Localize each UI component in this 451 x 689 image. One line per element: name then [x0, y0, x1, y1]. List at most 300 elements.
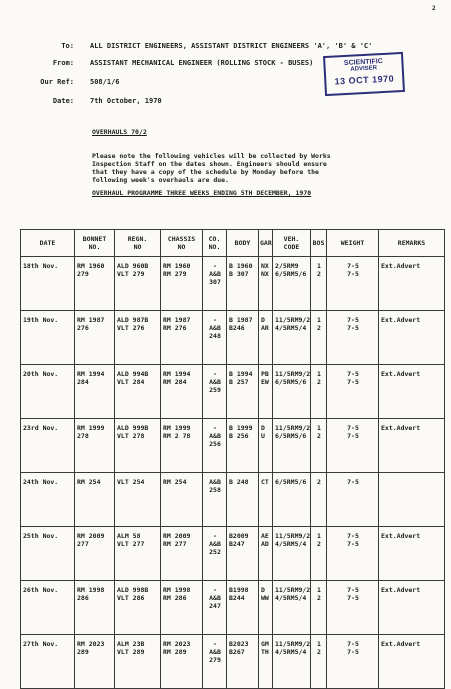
- cell-bos: [311, 635, 327, 689]
- cell-line: A&B: [209, 270, 221, 278]
- cell-gar: [259, 473, 273, 527]
- cell-bos: [311, 311, 327, 365]
- cell-line: 11/5RM9/2: [275, 532, 311, 540]
- cell-weight: [327, 311, 379, 365]
- cell-line: 2: [317, 378, 321, 386]
- cell-line: 7-5: [347, 640, 359, 648]
- cell-body: [227, 365, 259, 419]
- cell-body: [227, 419, 259, 473]
- stamp-line-2: ADVISER: [350, 65, 378, 73]
- cell-line: 2: [317, 432, 321, 440]
- cell-line: 4/5RM5/4: [275, 594, 307, 602]
- cell-chassis-no: [161, 311, 203, 365]
- cell-remarks: [379, 581, 445, 635]
- cell-co-no: [203, 419, 227, 473]
- cell-remarks: [379, 257, 445, 311]
- cell-regn-no: [115, 257, 161, 311]
- column-header-bos: [311, 230, 327, 257]
- cell-veh-code: [273, 635, 311, 689]
- cell-line: RM 284: [163, 378, 187, 386]
- cell-text: Ext.Advert: [381, 370, 421, 378]
- cell-gar: [259, 311, 273, 365]
- cell-line: 4/5RM5/4: [275, 324, 307, 332]
- cell-line: RM 2009: [163, 532, 191, 540]
- cell-line: 258: [209, 486, 221, 494]
- cell-bonnet-no: [75, 311, 115, 365]
- cell-line: B 257: [229, 378, 249, 386]
- cell-date: [21, 365, 75, 419]
- cell-line: 11/5RM9/2: [275, 370, 311, 378]
- cell-line: 279: [209, 656, 221, 664]
- cell-line: 7-5: [347, 586, 359, 594]
- cell-line: 286: [77, 594, 89, 602]
- cell-line: 7-5: [347, 316, 359, 324]
- cell-body: [227, 635, 259, 689]
- cell-line: 11/5RM9/2: [275, 640, 311, 648]
- cell-line: RM 254: [163, 478, 187, 486]
- cell-line: RM 286: [163, 594, 187, 602]
- cell-line: [163, 486, 201, 494]
- cell-line: 7-5: [347, 478, 359, 486]
- cell-bonnet-no: [75, 527, 115, 581]
- table-row: [21, 635, 445, 689]
- cell-remarks: [379, 419, 445, 473]
- cell-date: [21, 581, 75, 635]
- cell-line: 7-5: [347, 532, 359, 540]
- cell-chassis-no: [161, 365, 203, 419]
- cell-line: 7-5: [347, 262, 359, 270]
- column-header-co-no: [203, 230, 227, 257]
- cell-line: A&B: [209, 540, 221, 548]
- cell-line: -: [213, 586, 217, 594]
- cell-line: B 1994: [229, 370, 253, 378]
- cell-text: Ext.Advert: [381, 316, 421, 324]
- header-line-2: NO.: [208, 243, 221, 251]
- cell-line: WW: [261, 594, 269, 602]
- cell-line: RM 1998: [77, 586, 105, 594]
- cell-line: ALM 23B: [117, 640, 145, 648]
- cell-line: A&B: [209, 478, 221, 486]
- header-line-2: NO: [133, 243, 142, 251]
- header-line-1: REGN.: [127, 235, 148, 243]
- overhaul-schedule-table: [20, 229, 445, 689]
- cell-gar: [259, 635, 273, 689]
- cell-weight: [327, 581, 379, 635]
- table-row: [21, 581, 445, 635]
- cell-line: RM 2023: [163, 640, 191, 648]
- cell-co-no: [203, 635, 227, 689]
- body-line-3: that they have a copy of the schedule by Monday before the: [92, 168, 319, 176]
- cell-line: AD: [261, 540, 269, 548]
- cell-line: 4/5RM5/4: [275, 648, 307, 656]
- cell-co-no: [203, 311, 227, 365]
- cell-line: 276: [77, 324, 89, 332]
- column-header-weight: [327, 230, 379, 257]
- cell-chassis-no: [161, 581, 203, 635]
- cell-line: RM 279: [163, 270, 187, 278]
- cell-line: NX: [261, 262, 269, 270]
- cell-line: RM 2023: [77, 640, 105, 648]
- header-line-1: WEIGHT: [340, 239, 365, 247]
- cell-chassis-no: [161, 635, 203, 689]
- cell-regn-no: [115, 365, 161, 419]
- cell-line: 1: [317, 424, 321, 432]
- header-line-1: REMARKS: [397, 239, 426, 247]
- cell-line: RM 2 78: [163, 432, 191, 440]
- cell-line: 1: [317, 532, 321, 540]
- cell-bonnet-no: [75, 635, 115, 689]
- body-line-2: Inspection Staff on the dates shown. Engineers should ensure: [92, 160, 327, 168]
- cell-text: 27th Nov.: [23, 640, 59, 648]
- column-header-remarks: [379, 230, 445, 257]
- body-line-4: following week's overhauls are due.: [92, 176, 229, 184]
- cell-line: 7-5: [347, 432, 359, 440]
- cell-bos: [311, 419, 327, 473]
- header-line-1: VEH.: [283, 235, 300, 243]
- cell-date: [21, 257, 75, 311]
- received-stamp: [323, 52, 405, 96]
- cell-bonnet-no: [75, 419, 115, 473]
- cell-line: 2: [317, 324, 321, 332]
- cell-line: D: [261, 586, 265, 594]
- cell-line: 7-5: [347, 378, 359, 386]
- cell-chassis-no: [161, 257, 203, 311]
- page-corner-mark: 2: [432, 5, 436, 12]
- cell-gar: [259, 527, 273, 581]
- cell-line: VLT 289: [117, 648, 145, 656]
- cell-line: A&B: [209, 648, 221, 656]
- cell-line: RM 1999: [77, 424, 105, 432]
- programme-title: OVERHAUL PROGRAMME THREE WEEKS ENDING 5TH DECEMBER, 1970: [92, 189, 312, 197]
- header-line-1: BONNET: [82, 235, 107, 243]
- cell-line: 289: [77, 648, 89, 656]
- cell-line: B244: [229, 594, 245, 602]
- header-line-1: CHASSIS: [167, 235, 196, 243]
- cell-chassis-no: [161, 527, 203, 581]
- cell-text: Ext.Advert: [381, 586, 421, 594]
- cell-line: 252: [209, 548, 221, 556]
- cell-line: 11/5RM9/2: [275, 316, 311, 324]
- cell-line: 284: [77, 378, 89, 386]
- cell-line: -: [213, 262, 217, 270]
- cell-remarks: [379, 635, 445, 689]
- cell-line: -: [213, 370, 217, 378]
- table-row: [21, 473, 445, 527]
- overhauls-heading: OVERHAULS 70/2: [92, 128, 147, 136]
- from-label: From:: [52, 59, 74, 67]
- cell-text: Ext.Advert: [381, 262, 421, 270]
- cell-gar: [259, 257, 273, 311]
- cell-line: 7-5: [347, 324, 359, 332]
- table-row: [21, 257, 445, 311]
- cell-line: ALD 994B: [117, 370, 149, 378]
- cell-line: B2009: [229, 532, 249, 540]
- stamp-date: 13 OCT 1970: [334, 73, 395, 87]
- cell-line: 1: [317, 370, 321, 378]
- cell-line: RM 1960: [77, 262, 105, 270]
- cell-line: [275, 486, 309, 494]
- cell-line: ALD 960B: [117, 262, 149, 270]
- cell-line: 1: [317, 586, 321, 594]
- cell-line: 7-5: [347, 370, 359, 378]
- cell-line: ALD 999B: [117, 424, 149, 432]
- ref-label: Our Ref:: [40, 78, 74, 86]
- cell-body: [227, 527, 259, 581]
- cell-body: [227, 473, 259, 527]
- cell-bos: [311, 581, 327, 635]
- cell-regn-no: [115, 311, 161, 365]
- cell-line: B 1960: [229, 262, 253, 270]
- cell-line: ALD 987B: [117, 316, 149, 324]
- cell-line: B 256: [229, 432, 249, 440]
- cell-line: RM 1987: [163, 316, 191, 324]
- cell-gar: [259, 365, 273, 419]
- cell-line: AR: [261, 324, 269, 332]
- cell-date: [21, 527, 75, 581]
- cell-line: GM: [261, 640, 269, 648]
- table-row: [21, 527, 445, 581]
- cell-line: ALD 998B: [117, 586, 149, 594]
- cell-line: 277: [77, 540, 89, 548]
- column-header-veh-code: [273, 230, 311, 257]
- header-line-2: NO: [177, 243, 186, 251]
- cell-co-no: [203, 257, 227, 311]
- cell-line: 247: [209, 602, 221, 610]
- cell-line: RM 254: [77, 478, 101, 486]
- cell-co-no: [203, 473, 227, 527]
- cell-line: [313, 486, 325, 494]
- cell-line: B267: [229, 648, 245, 656]
- cell-co-no: [203, 365, 227, 419]
- cell-line: VLT 286: [117, 594, 145, 602]
- cell-line: 2/5RM9: [275, 262, 299, 270]
- cell-line: RM 1994: [77, 370, 105, 378]
- cell-bonnet-no: [75, 473, 115, 527]
- cell-regn-no: [115, 581, 161, 635]
- cell-line: 2: [317, 540, 321, 548]
- cell-line: 2: [317, 594, 321, 602]
- cell-line: 6/5RM5/6: [275, 432, 307, 440]
- header-line-2: CODE: [283, 243, 300, 251]
- cell-veh-code: [273, 581, 311, 635]
- cell-line: RM 1999: [163, 424, 191, 432]
- cell-text: 18th Nov.: [23, 262, 59, 270]
- cell-text: 26th Nov.: [23, 586, 59, 594]
- cell-line: VLT 278: [117, 432, 145, 440]
- cell-line: 7-5: [347, 424, 359, 432]
- column-header-body: [227, 230, 259, 257]
- cell-line: VLT 254: [117, 478, 145, 486]
- column-header-bonnet-no: [75, 230, 115, 257]
- cell-line: B2023: [229, 640, 249, 648]
- cell-line: A&B: [209, 324, 221, 332]
- column-header-chassis-no: [161, 230, 203, 257]
- cell-line: 6/5RM5/6: [275, 378, 307, 386]
- cell-weight: [327, 635, 379, 689]
- cell-line: 11/5RM9/2: [275, 586, 311, 594]
- column-header-date: [21, 230, 75, 257]
- cell-line: -: [213, 640, 217, 648]
- cell-body: [227, 257, 259, 311]
- cell-line: VLT 284: [117, 378, 145, 386]
- header-line-1: BODY: [234, 239, 251, 247]
- cell-line: 256: [209, 440, 221, 448]
- date-value: 7th October, 1970: [90, 97, 162, 105]
- cell-line: NX: [261, 270, 269, 278]
- cell-line: B 1999: [229, 424, 253, 432]
- cell-line: B 248: [229, 478, 249, 486]
- cell-body: [227, 311, 259, 365]
- cell-line: D: [261, 316, 265, 324]
- header-line-1: GAR: [260, 239, 272, 247]
- cell-gar: [259, 419, 273, 473]
- header-line-1: DATE: [39, 239, 56, 247]
- cell-weight: [327, 473, 379, 527]
- cell-body: [227, 581, 259, 635]
- cell-bonnet-no: [75, 257, 115, 311]
- cell-line: 259: [209, 386, 221, 394]
- table-row: [21, 311, 445, 365]
- cell-line: [77, 486, 113, 494]
- from-value: ASSISTANT MECHANICAL ENGINEER (ROLLING STOCK - BUSES): [90, 59, 314, 67]
- to-value: ALL DISTRICT ENGINEERS, ASSISTANT DISTRICT ENGINEERS 'A', 'B' & 'C': [90, 42, 373, 50]
- cell-line: 6/5RM5/6: [275, 478, 307, 486]
- cell-line: 11/5RM9/2: [275, 424, 311, 432]
- column-header-regn-no: [115, 230, 161, 257]
- cell-line: 307: [209, 278, 221, 286]
- cell-bonnet-no: [75, 365, 115, 419]
- cell-text: 23rd Nov.: [23, 424, 59, 432]
- table-row: [21, 419, 445, 473]
- cell-line: 248: [209, 332, 221, 340]
- cell-text: Ext.Advert: [381, 640, 421, 648]
- cell-line: -: [213, 424, 217, 432]
- cell-date: [21, 419, 75, 473]
- cell-line: [329, 486, 377, 494]
- cell-line: 1: [317, 316, 321, 324]
- cell-line: RM 1998: [163, 586, 191, 594]
- cell-bonnet-no: [75, 581, 115, 635]
- cell-line: RM 289: [163, 648, 187, 656]
- cell-text: 25th Nov.: [23, 532, 59, 540]
- cell-gar: [259, 581, 273, 635]
- cell-line: U: [261, 432, 265, 440]
- cell-weight: [327, 257, 379, 311]
- cell-line: RM 276: [163, 324, 187, 332]
- cell-line: TH: [261, 648, 269, 656]
- ref-value: 508/1/6: [90, 78, 120, 86]
- cell-line: D: [261, 424, 265, 432]
- cell-date: [21, 473, 75, 527]
- table-row: [21, 365, 445, 419]
- body-line-1: Please note the following vehicles will be collected by Works: [92, 152, 331, 160]
- cell-bos: [311, 257, 327, 311]
- cell-remarks: [379, 473, 445, 527]
- cell-weight: [327, 419, 379, 473]
- cell-bos: [311, 527, 327, 581]
- cell-line: CT: [261, 478, 269, 486]
- cell-veh-code: [273, 257, 311, 311]
- cell-remarks: [379, 365, 445, 419]
- cell-line: 2: [317, 648, 321, 656]
- cell-line: A&B: [209, 378, 221, 386]
- cell-line: AE: [261, 532, 269, 540]
- cell-chassis-no: [161, 419, 203, 473]
- cell-line: [261, 486, 271, 494]
- cell-regn-no: [115, 527, 161, 581]
- header-line-2: NO.: [88, 243, 101, 251]
- cell-line: B 1987: [229, 316, 253, 324]
- cell-line: 1: [317, 262, 321, 270]
- cell-line: RM 2009: [77, 532, 105, 540]
- cell-line: 7-5: [347, 648, 359, 656]
- cell-line: A&B: [209, 432, 221, 440]
- cell-remarks: [379, 311, 445, 365]
- table-header-row: [21, 230, 445, 257]
- cell-regn-no: [115, 473, 161, 527]
- cell-co-no: [203, 527, 227, 581]
- cell-line: RM 1994: [163, 370, 191, 378]
- cell-line: B1998: [229, 586, 249, 594]
- stamp-line-1: SCIENTIFIC: [343, 58, 383, 68]
- header-line-1: CO.: [208, 235, 221, 243]
- cell-line: B247: [229, 540, 245, 548]
- cell-weight: [327, 365, 379, 419]
- cell-text: 19th Nov.: [23, 316, 59, 324]
- cell-weight: [327, 527, 379, 581]
- cell-line: -: [213, 532, 217, 540]
- cell-line: PB: [261, 370, 269, 378]
- cell-line: 4/5RM5/4: [275, 540, 307, 548]
- cell-line: RM 1960: [163, 262, 191, 270]
- cell-text: 24th Nov.: [23, 478, 59, 486]
- cell-line: -: [213, 316, 217, 324]
- cell-regn-no: [115, 635, 161, 689]
- cell-line: 278: [77, 432, 89, 440]
- cell-text: Ext.Advert: [381, 532, 421, 540]
- cell-text: Ext.Advert: [381, 424, 421, 432]
- cell-veh-code: [273, 365, 311, 419]
- cell-line: 279: [77, 270, 89, 278]
- cell-line: B 307: [229, 270, 249, 278]
- cell-line: ALM 58: [117, 532, 141, 540]
- cell-line: EW: [261, 378, 269, 386]
- cell-text: 20th Nov.: [23, 370, 59, 378]
- cell-line: RM 277: [163, 540, 187, 548]
- cell-line: 7-5: [347, 594, 359, 602]
- cell-veh-code: [273, 311, 311, 365]
- header-line-1: BOS: [312, 239, 325, 247]
- cell-line: [117, 486, 159, 494]
- cell-date: [21, 635, 75, 689]
- cell-bos: [311, 365, 327, 419]
- cell-regn-no: [115, 419, 161, 473]
- cell-line: 2: [317, 478, 321, 486]
- cell-line: 2: [317, 270, 321, 278]
- cell-line: A&B: [209, 594, 221, 602]
- cell-line: VLT 277: [117, 540, 145, 548]
- cell-line: RM 1987: [77, 316, 105, 324]
- cell-line: B246: [229, 324, 245, 332]
- cell-line: 7-5: [347, 540, 359, 548]
- cell-bos: [311, 473, 327, 527]
- cell-chassis-no: [161, 473, 203, 527]
- cell-remarks: [379, 527, 445, 581]
- cell-line: [229, 486, 257, 494]
- cell-line: VLT 276: [117, 324, 145, 332]
- cell-date: [21, 311, 75, 365]
- date-label: Date:: [52, 97, 74, 105]
